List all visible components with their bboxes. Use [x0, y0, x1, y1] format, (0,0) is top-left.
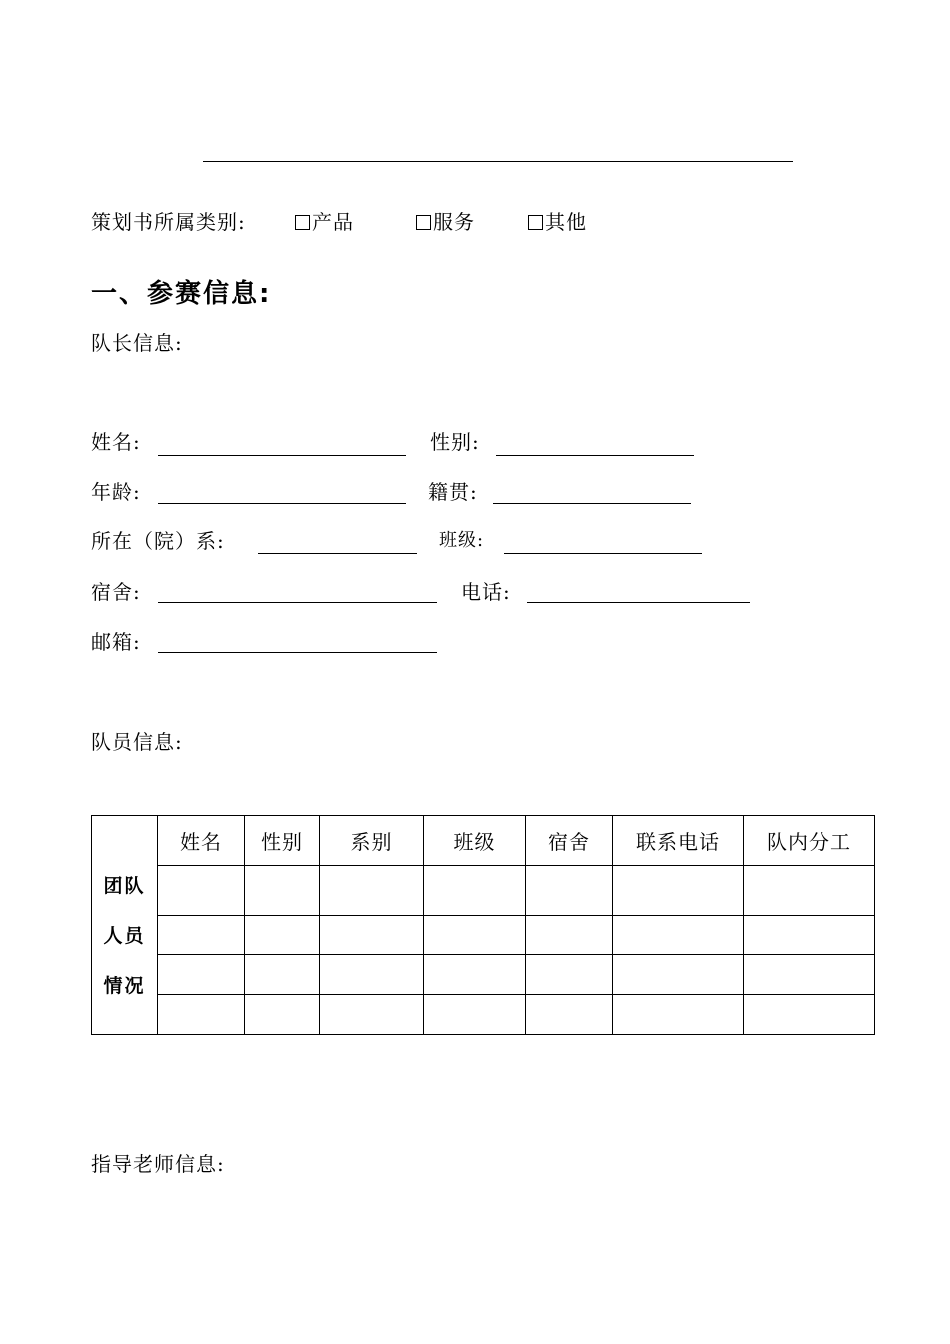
table-cell[interactable]	[526, 916, 613, 955]
category-option-other[interactable]	[528, 210, 587, 234]
table-cell[interactable]	[245, 995, 320, 1035]
team-side-label	[92, 816, 158, 1035]
table-cell[interactable]	[613, 916, 744, 955]
members-title: 队员信息:	[91, 730, 183, 754]
table-header-row	[92, 816, 875, 866]
age-label: 年龄:	[91, 480, 141, 504]
checkbox-icon[interactable]	[416, 215, 431, 230]
table-cell[interactable]	[424, 916, 526, 955]
table-cell[interactable]	[424, 995, 526, 1035]
table-row	[92, 866, 875, 916]
table-cell[interactable]	[744, 955, 875, 995]
category-label: 策划书所属类别:	[91, 210, 246, 234]
column-header: 班级	[424, 816, 526, 866]
table-cell[interactable]	[320, 955, 424, 995]
table-cell[interactable]	[158, 866, 245, 916]
leader-title: 队长信息:	[91, 331, 183, 355]
phone-label: 电话:	[461, 580, 511, 604]
table-cell[interactable]	[744, 995, 875, 1035]
email-field[interactable]	[158, 652, 437, 653]
table-cell[interactable]	[613, 995, 744, 1035]
option-label: 产品	[312, 210, 354, 234]
table-cell[interactable]	[424, 955, 526, 995]
column-header: 宿舍	[526, 816, 613, 866]
column-header: 姓名	[158, 816, 245, 866]
table-cell[interactable]	[424, 866, 526, 916]
option-label: 服务	[433, 210, 475, 234]
dorm-label: 宿舍:	[91, 580, 141, 604]
category-option-product[interactable]	[295, 210, 354, 234]
option-label: 其他	[545, 210, 587, 234]
table-cell[interactable]	[744, 916, 875, 955]
class-label: 班级:	[439, 530, 485, 551]
table-cell[interactable]	[320, 995, 424, 1035]
column-header: 系别	[320, 816, 424, 866]
table-row	[92, 955, 875, 995]
table-cell[interactable]	[245, 866, 320, 916]
table-cell[interactable]	[613, 955, 744, 995]
column-header: 队内分工	[744, 816, 875, 866]
side-label-line: 情况	[103, 975, 146, 997]
gender-field[interactable]	[496, 455, 694, 456]
table-cell[interactable]	[320, 916, 424, 955]
column-header: 性别	[245, 816, 320, 866]
side-label-line: 团队	[103, 875, 146, 897]
category-option-service[interactable]	[416, 210, 475, 234]
column-header: 联系电话	[613, 816, 744, 866]
team-table	[91, 815, 875, 1035]
table-cell[interactable]	[245, 955, 320, 995]
title-underline	[203, 161, 793, 162]
class-field[interactable]	[504, 553, 702, 554]
table-cell[interactable]	[158, 995, 245, 1035]
advisor-title: 指导老师信息:	[91, 1152, 225, 1176]
table-cell[interactable]	[320, 866, 424, 916]
origin-label: 籍贯:	[428, 480, 478, 504]
table-cell[interactable]	[158, 955, 245, 995]
table-row	[92, 995, 875, 1035]
section-heading: 一、参赛信息:	[91, 279, 272, 309]
table-cell[interactable]	[158, 916, 245, 955]
email-label: 邮箱:	[91, 630, 141, 654]
gender-label: 性别:	[430, 430, 480, 454]
dorm-field[interactable]	[158, 602, 437, 603]
department-label: 所在（院）系:	[91, 529, 225, 553]
department-field[interactable]	[258, 553, 417, 554]
table-row	[92, 916, 875, 955]
table-cell[interactable]	[526, 866, 613, 916]
phone-field[interactable]	[527, 602, 750, 603]
side-label-line: 人员	[103, 925, 146, 947]
checkbox-icon[interactable]	[295, 215, 310, 230]
table-cell[interactable]	[613, 866, 744, 916]
table-cell[interactable]	[744, 866, 875, 916]
table-cell[interactable]	[245, 916, 320, 955]
name-field[interactable]	[158, 455, 406, 456]
table-cell[interactable]	[526, 995, 613, 1035]
origin-field[interactable]	[493, 503, 691, 504]
checkbox-icon[interactable]	[528, 215, 543, 230]
name-label: 姓名:	[91, 430, 141, 454]
age-field[interactable]	[158, 503, 406, 504]
table-cell[interactable]	[526, 955, 613, 995]
